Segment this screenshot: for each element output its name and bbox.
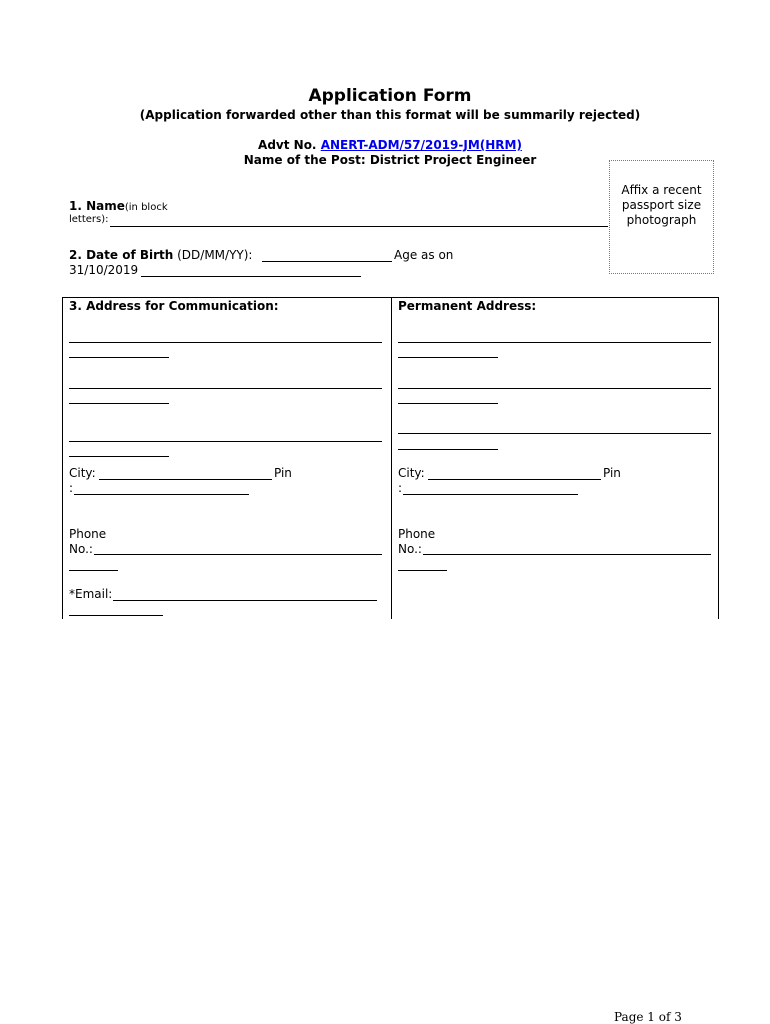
advt-prefix: Advt No.	[258, 138, 317, 152]
email-input-line-b[interactable]	[69, 615, 163, 616]
age-date: 31/10/2019	[69, 263, 139, 277]
page-number: Page 1 of 3	[614, 1010, 682, 1024]
comm-address-line-3b[interactable]	[69, 456, 169, 457]
dob-label-row	[69, 248, 252, 262]
perm-phone-label: Phone	[398, 527, 436, 541]
email-label: *Email:	[69, 587, 113, 601]
perm-pin-input-line[interactable]	[403, 494, 578, 495]
photo-text-2: passport size	[621, 198, 702, 212]
advt-number-link[interactable]: ANERT-ADM/57/2019-JM(HRM)	[320, 138, 522, 152]
perm-phone-input-line[interactable]	[423, 554, 711, 555]
comm-phone-input-line-b[interactable]	[69, 570, 118, 571]
perm-address-line-2b[interactable]	[398, 403, 498, 404]
comm-pin-input-line[interactable]	[74, 494, 249, 495]
address-divider	[391, 297, 392, 619]
name-label: 1. Name	[69, 199, 125, 213]
comm-pin-label: Pin	[274, 466, 292, 480]
perm-pin-label: Pin	[603, 466, 621, 480]
name-label-row	[69, 199, 168, 213]
email-input-line[interactable]	[113, 600, 377, 601]
advt-number-line	[0, 138, 770, 152]
communication-address-label: 3. Address for Communication:	[69, 299, 279, 313]
photo-box	[609, 160, 714, 274]
perm-phone-input-line-b[interactable]	[398, 570, 447, 571]
comm-phone-no-label: No.:	[69, 542, 93, 556]
perm-address-line-1b[interactable]	[398, 357, 498, 358]
comm-address-line-1[interactable]	[69, 342, 382, 343]
comm-pin-colon: :	[69, 481, 74, 495]
perm-pin-colon: :	[398, 481, 403, 495]
name-input-line[interactable]	[110, 226, 608, 227]
comm-address-line-1b[interactable]	[69, 357, 169, 358]
perm-city-input-line[interactable]	[428, 479, 601, 480]
age-label: Age as on	[394, 248, 454, 262]
dob-format: (DD/MM/YY):	[177, 248, 253, 262]
name-hint-2: letters):	[69, 214, 109, 225]
perm-phone-no-label: No.:	[398, 542, 422, 556]
post-name: Name of the Post: District Project Engineer	[243, 153, 537, 167]
permanent-address-label: Permanent Address:	[398, 299, 537, 313]
comm-city-label: City:	[69, 466, 96, 480]
photo-text-1: Affix a recent	[621, 183, 702, 197]
form-title: Application Form	[308, 86, 472, 106]
comm-address-line-2b[interactable]	[69, 403, 169, 404]
comm-phone-input-line[interactable]	[94, 554, 382, 555]
perm-address-line-1[interactable]	[398, 342, 711, 343]
comm-city-input-line[interactable]	[99, 479, 272, 480]
comm-phone-label: Phone	[69, 527, 107, 541]
photo-text-3: photograph	[626, 213, 697, 227]
comm-address-line-2[interactable]	[69, 388, 382, 389]
comm-address-line-3[interactable]	[69, 441, 382, 442]
form-subtitle: (Application forwarded other than this format will be summarily rejected)	[139, 108, 641, 122]
perm-city-label: City:	[398, 466, 425, 480]
dob-input-line[interactable]	[262, 261, 392, 262]
dob-label: 2. Date of Birth	[69, 248, 174, 262]
age-input-line[interactable]	[141, 276, 361, 277]
name-hint: (in block	[124, 202, 168, 213]
perm-address-line-3[interactable]	[398, 433, 711, 434]
perm-address-line-3b[interactable]	[398, 449, 498, 450]
perm-address-line-2[interactable]	[398, 388, 711, 389]
